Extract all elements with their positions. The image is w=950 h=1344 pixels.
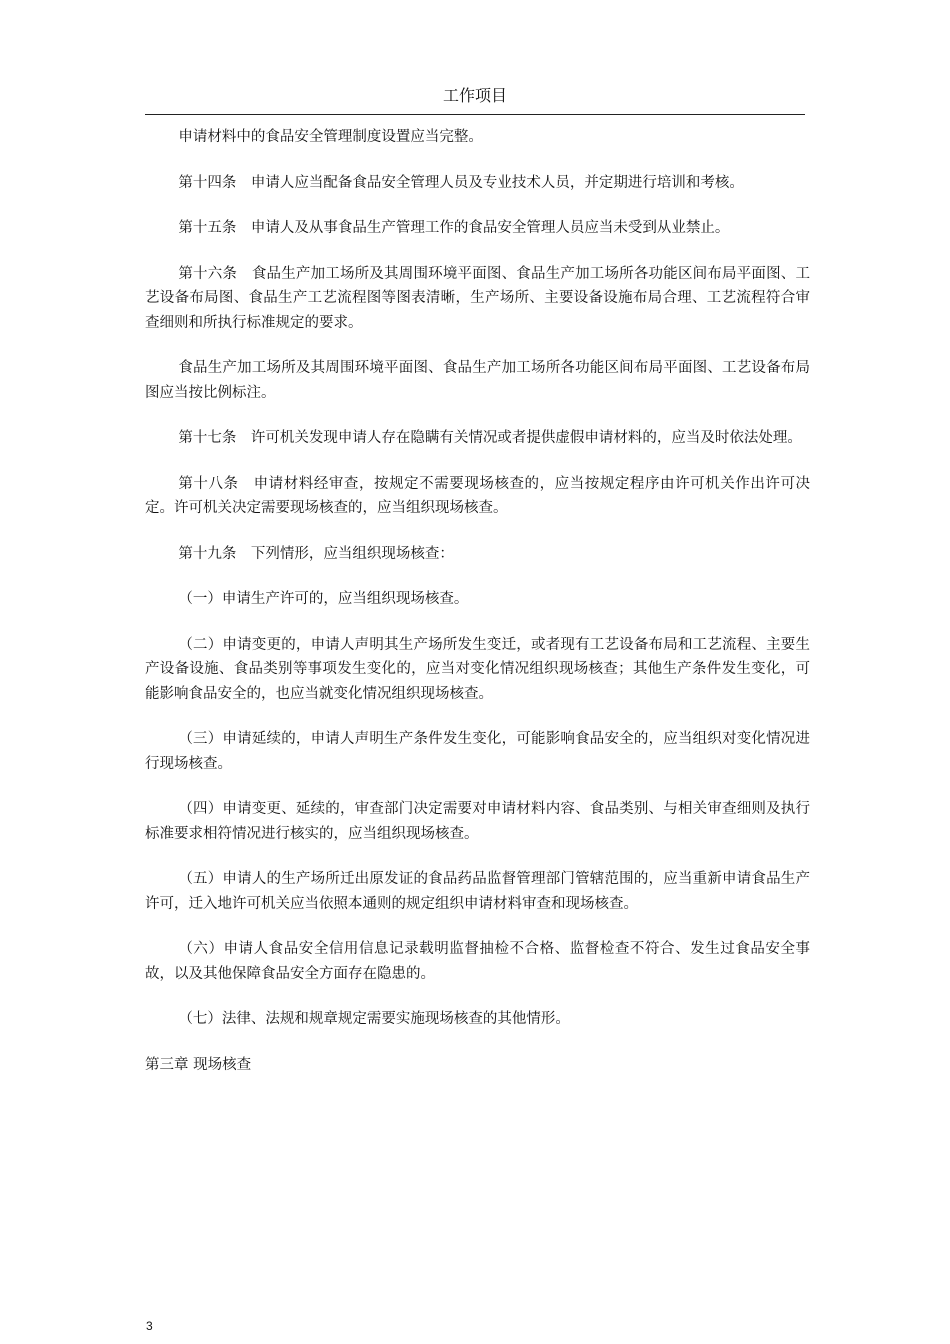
article-19-item-4: （四）申请变更、延续的，审查部门决定需要对申请材料内容、食品类别、与相关审查细则及执行标准要求相符情况进行核实的，应当组织现场核查。 xyxy=(145,801,810,842)
article-19-item-6: （六）申请人食品安全信用信息记录载明监督抽检不合格、监督检查不符合、发生过食品安全事故，以及其他保障食品安全方面存在隐患的。 xyxy=(145,941,810,982)
article-19-item-5: （五）申请人的生产场所迁出原发证的食品药品监督管理部门管辖范围的，应当重新申请食品生产许可，迁入地许可机关应当依照本通则的规定组织申请材料审查和现场核查。 xyxy=(145,871,810,912)
article-19-item-2: （二）申请变更的，申请人声明其生产场所发生变迁，或者现有工艺设备布局和工艺流程、主要生产设备设施、食品类别等事项发生变化的，应当对变化情况组织现场核查；其他生产条件发生变化，可能影响食品安全的，也应当就变化情况组织现场核查。 xyxy=(145,636,810,702)
article-16-note: 食品生产加工场所及其周围环境平面图、食品生产加工场所各功能区间布局平面图、工艺设备布局图应当按比例标注。 xyxy=(145,360,810,401)
article-19-item-3: （三）申请延续的，申请人声明生产条件发生变化，可能影响食品安全的，应当组织对变化情况进行现场核查。 xyxy=(145,731,810,772)
article-19-item-1: （一）申请生产许可的，应当组织现场核查。 xyxy=(178,591,469,607)
article-17: 第十七条 许可机关发现申请人存在隐瞒有关情况或者提供虚假申请材料的，应当及时依法处理。 xyxy=(178,430,802,446)
article-19-item-7: （七）法律、法规和规章规定需要实施现场核查的其他情形。 xyxy=(178,1011,570,1027)
article-14: 第十四条 申请人应当配备食品安全管理人员及专业技术人员，并定期进行培训和考核。 xyxy=(178,174,744,191)
article-19: 第十九条 下列情形，应当组织现场核查： xyxy=(178,545,454,562)
chapter-heading: 第三章 现场核查 xyxy=(145,1056,252,1073)
article-15: 第十五条 申请人及从事食品生产管理工作的食品安全管理人员应当未受到从业禁止。 xyxy=(178,220,730,236)
document-body xyxy=(145,125,810,1077)
page-number: 3 xyxy=(146,1319,153,1333)
paragraph-management-system: 申请材料中的食品安全管理制度设置应当完整。 xyxy=(178,129,483,145)
article-18: 第十八条 申请材料经审查，按规定不需要现场核查的，应当按规定程序由许可机关作出许可决定。许可机关决定需要现场核查的，应当组织现场核查。 xyxy=(145,475,810,516)
article-16: 第十六条 食品生产加工场所及其周围环境平面图、食品生产加工场所各功能区间布局平面图、工艺设备布局图、食品生产工艺流程图等图表清晰，生产场所、主要设备设施布局合理、工艺流程符合审查细则和所执行标准规定的要求。 xyxy=(145,265,810,331)
page-header xyxy=(145,84,805,115)
header-title: 工作项目 xyxy=(442,86,507,105)
